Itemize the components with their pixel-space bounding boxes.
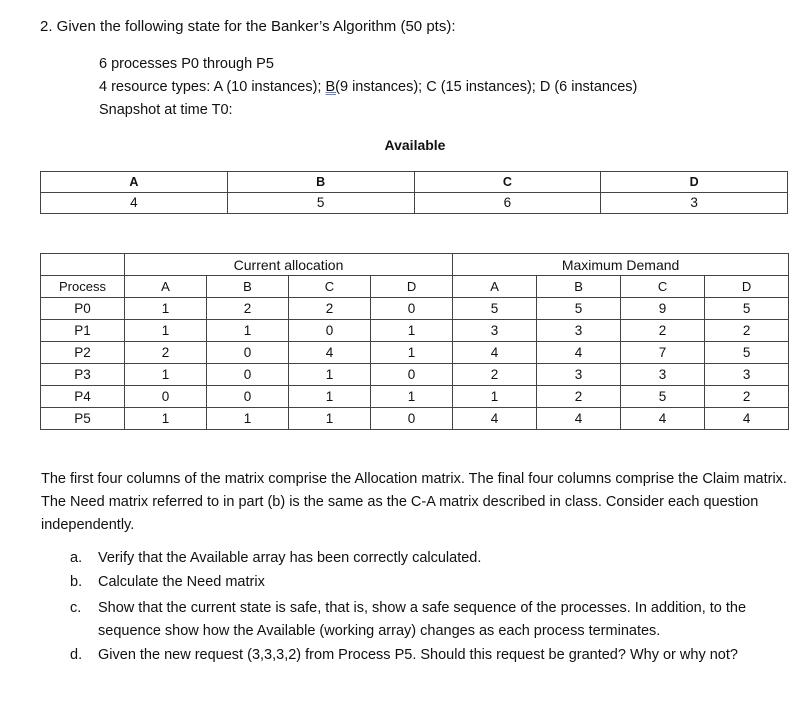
table-cell: 2 (621, 320, 705, 342)
table-cell: 1 (289, 386, 371, 408)
table-cell: 1 (371, 342, 453, 364)
alloc-header-c: C (289, 276, 371, 298)
table-cell: 2 (289, 298, 371, 320)
max-header-c: C (621, 276, 705, 298)
table-row (41, 408, 789, 430)
group-header-blank (41, 254, 125, 276)
table-cell: 7 (621, 342, 705, 364)
table-row (41, 364, 789, 386)
available-header-c: C (414, 172, 601, 193)
available-header-row (41, 172, 788, 193)
table-cell: 4 (705, 408, 789, 430)
available-value-a: 4 (41, 193, 228, 214)
table-cell: 1 (125, 408, 207, 430)
table-cell: 0 (207, 364, 289, 386)
available-value-c: 6 (414, 193, 601, 214)
table-cell: 2 (705, 320, 789, 342)
table-cell: 2 (207, 298, 289, 320)
table-cell: 5 (537, 298, 621, 320)
table-row (41, 320, 789, 342)
table-row (41, 342, 789, 364)
table-cell: 4 (621, 408, 705, 430)
table-cell: 0 (371, 408, 453, 430)
max-header-a: A (453, 276, 537, 298)
table-cell: 1 (371, 386, 453, 408)
intro-resources-b: B( (325, 79, 340, 95)
table-cell: 2 (705, 386, 789, 408)
table-cell: 1 (289, 408, 371, 430)
available-title: Available (384, 137, 446, 153)
question-heading: 2. Given the following state for the Banker’s Algorithm (50 pts): (40, 18, 456, 35)
intro-processes: 6 processes P0 through P5 (99, 56, 274, 72)
question-c-label: c. (70, 600, 82, 616)
table-row (41, 386, 789, 408)
group-header-row (41, 254, 789, 276)
available-header-d: D (601, 172, 788, 193)
available-value-b: 5 (227, 193, 414, 214)
table-cell: 3 (453, 320, 537, 342)
table-cell: 4 (537, 408, 621, 430)
question-b-text: Calculate the Need matrix (98, 574, 265, 590)
table-cell: 1 (453, 386, 537, 408)
table-cell: 4 (537, 342, 621, 364)
table-cell: 5 (705, 298, 789, 320)
intro-snapshot: Snapshot at time T0: (99, 102, 233, 118)
table-cell: 9 (621, 298, 705, 320)
process-column-header: Process (41, 276, 125, 298)
max-header-d: D (705, 276, 789, 298)
table-cell: 2 (537, 386, 621, 408)
intro-resources-pre: 4 resource types: A (10 instances); (99, 79, 326, 95)
available-table (40, 171, 788, 214)
table-cell: 1 (207, 320, 289, 342)
table-cell: 4 (289, 342, 371, 364)
table-cell: 5 (621, 386, 705, 408)
question-a (70, 550, 481, 566)
table-cell: 1 (125, 320, 207, 342)
process-cell: P5 (41, 408, 125, 430)
table-cell: 0 (125, 386, 207, 408)
question-b (70, 574, 265, 590)
table-cell: 2 (125, 342, 207, 364)
alloc-header-b: B (207, 276, 289, 298)
table-cell: 1 (207, 408, 289, 430)
process-cell: P4 (41, 386, 125, 408)
question-a-text: Verify that the Available array has been correctly calculated. (98, 550, 482, 566)
question-c-text: Show that the current state is safe, that is, show a safe sequence of the processes. In addition, to the sequence show how the Available (working array) changes as each process terminates. (98, 600, 747, 639)
table-cell: 5 (705, 342, 789, 364)
table-cell: 0 (289, 320, 371, 342)
available-value-row (41, 193, 788, 214)
explanation-paragraph: The first four columns of the matrix comprise the Allocation matrix. The final four columns comprise the Claim matrix. The Need matrix referred to in part (b) is the same as the C-A matrix described in class. Consider each question independently. (41, 471, 787, 533)
question-a-label: a. (70, 550, 83, 566)
table-cell: 4 (453, 342, 537, 364)
table-cell: 2 (453, 364, 537, 386)
available-header-a: A (41, 172, 228, 193)
intro-resources-post: 9 instances); C (15 instances); D (6 instances) (339, 79, 638, 95)
table-cell: 1 (125, 298, 207, 320)
question-d-label: d. (70, 647, 83, 663)
max-header-b: B (537, 276, 621, 298)
process-cell: P2 (41, 342, 125, 364)
table-cell: 1 (371, 320, 453, 342)
table-cell: 0 (207, 386, 289, 408)
group-maximum-demand: Maximum Demand (453, 254, 789, 276)
available-value-d: 3 (601, 193, 788, 214)
process-cell: P1 (41, 320, 125, 342)
group-current-allocation: Current allocation (125, 254, 453, 276)
table-cell: 0 (371, 364, 453, 386)
question-d (70, 644, 780, 667)
table-cell: 0 (371, 298, 453, 320)
question-d-text: Given the new request (3,3,3,2) from Process P5. Should this request be granted? Why or why not? (98, 647, 738, 663)
process-cell: P0 (41, 298, 125, 320)
available-header-b: B (227, 172, 414, 193)
sub-header-row (41, 276, 789, 298)
allocation-table (40, 253, 789, 430)
table-cell: 3 (537, 364, 621, 386)
intro-resources (99, 79, 637, 95)
question-b-label: b. (70, 574, 83, 590)
table-cell: 1 (125, 364, 207, 386)
alloc-header-a: A (125, 276, 207, 298)
table-row (41, 298, 789, 320)
process-cell: P3 (41, 364, 125, 386)
alloc-header-d: D (371, 276, 453, 298)
table-cell: 4 (453, 408, 537, 430)
table-cell: 3 (537, 320, 621, 342)
table-cell: 5 (453, 298, 537, 320)
table-cell: 1 (289, 364, 371, 386)
question-c (70, 597, 780, 643)
table-cell: 3 (705, 364, 789, 386)
table-cell: 3 (621, 364, 705, 386)
table-cell: 0 (207, 342, 289, 364)
